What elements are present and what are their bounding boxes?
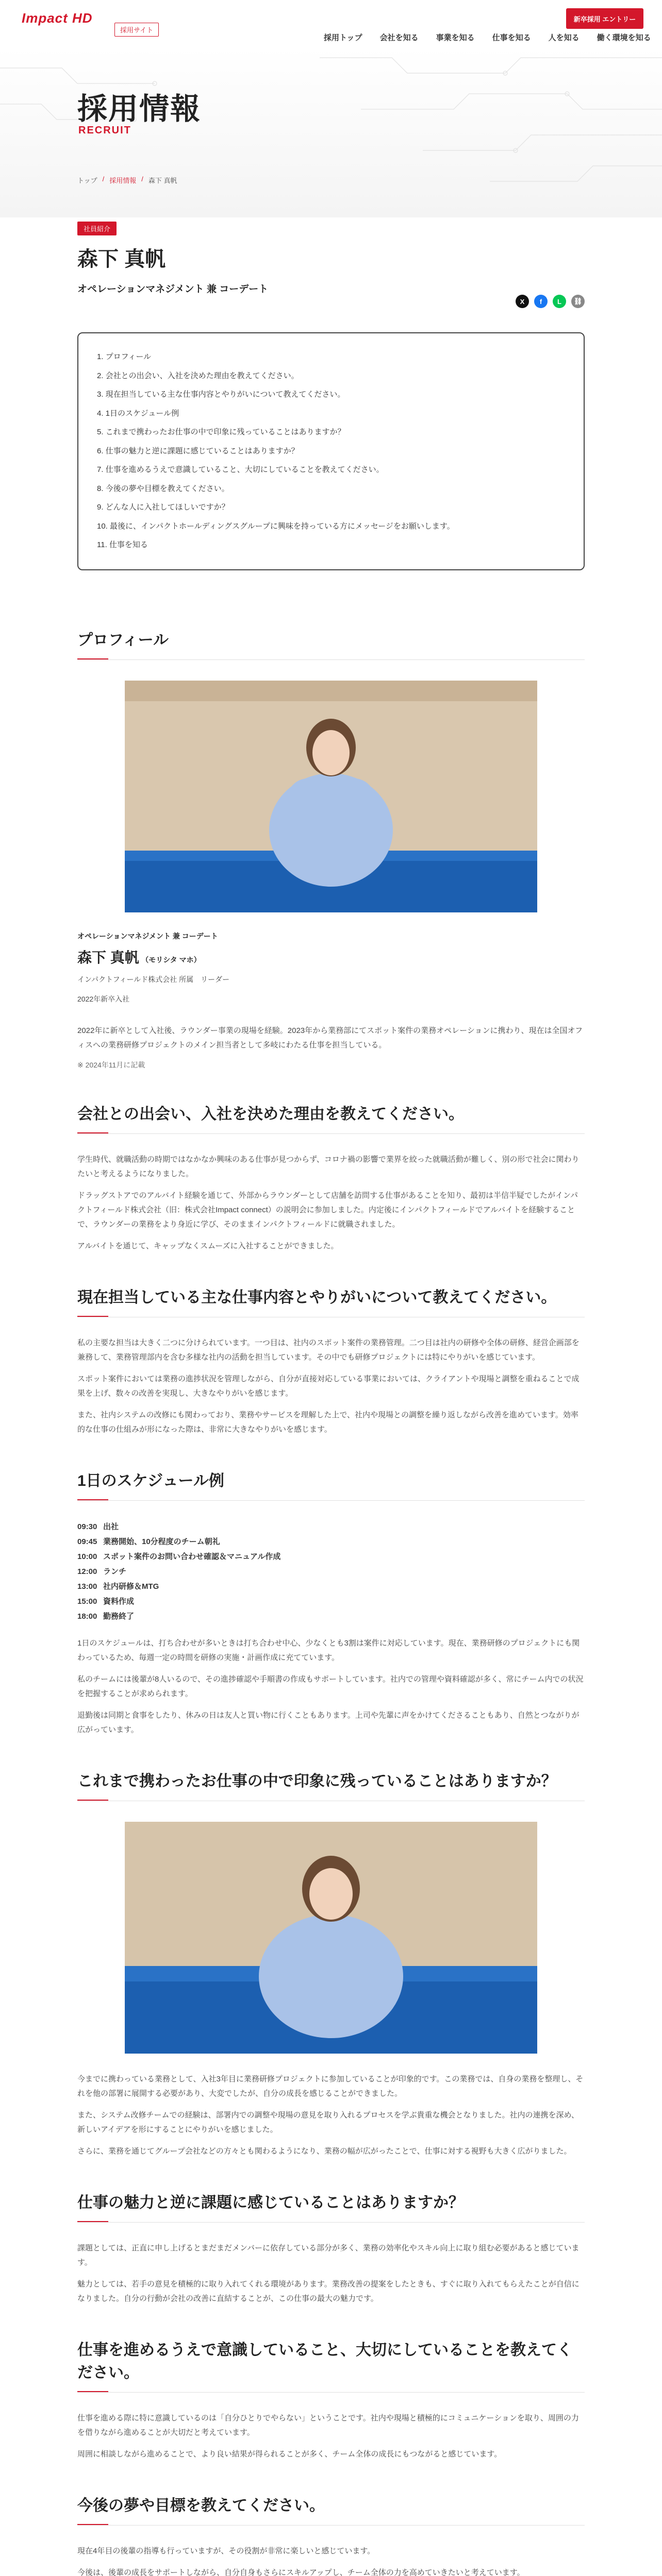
section-heading: これまで携わったお仕事の中で印象に残っていることはありますか？ [77, 1768, 585, 1801]
section-heading: 現在担当している主な仕事内容とやりがいについて教えてください。 [77, 1284, 585, 1317]
paragraph: ドラッグストアでのアルバイト経験を通じて、外部からラウンダーとして店舗を訪問する仕事があることを知り、最初は半信半疑でしたがインパクトフィールド株式会社（旧：株式会社Impact connect）の説明会に参加しました。内定後にインパクトフィールドでアルバイトを経験することで、ラウンダーの業務をより身近に学び、そのままインパクトフィールドに就職されました。 [77, 1191, 578, 1229]
section-q3 [77, 1768, 585, 2159]
schedule-item: 13:00 社内研修＆MTG [77, 1582, 159, 1591]
global-nav [324, 32, 651, 43]
divider [77, 659, 585, 660]
schedule-item: 09:45 業務開始、10分程度のチーム朝礼 [77, 1537, 220, 1546]
paragraph: 今までに携わっている業務として、入社3年目に業務研修プロジェクトに参加していることが印象的です。この業務では、自身の業務を整理し、それを他の部署に展開する必要があり、大変でしたが、自分の成長を感じることができました。 [77, 2074, 584, 2098]
main-content [77, 222, 585, 2576]
divider [77, 2525, 585, 2526]
company-logo[interactable]: Impact HD [22, 10, 93, 26]
schedule-item: 12:00 ランチ [77, 1567, 127, 1576]
paragraph: 現在4年目の後輩の指導も行っていますが、その役割が非常に楽しいと感じています。 [77, 2546, 375, 2555]
schedule-item: 09:30 出社 [77, 1522, 119, 1531]
page-hero [0, 47, 662, 217]
paragraph: また、社内システムの改修にも関わっており、業務やサービスを理解した上で、社内や現場との調整を繰り返しながら改善を進めています。効率的な仕事の仕組みが形になった際は、非常に大きなやりがいを感じます。 [77, 1410, 578, 1434]
schedule-list [77, 1519, 585, 1624]
breadcrumb-home[interactable]: トップ [77, 177, 97, 184]
divider [77, 1133, 585, 1134]
paragraph: スポット案件においては業務の進捗状況を管理しながら、自分が直接対応している事業においては、クライアントや現場と調整を重ねることで成果を上げ、数々の改善を実現し、大きなやりがいを感じます。 [77, 1374, 580, 1398]
profile-name-kana: （モリシタ マホ） [141, 955, 201, 964]
nav-item-business[interactable]: 事業を知る [436, 33, 475, 42]
section-heading: 1日のスケジュール例 [77, 1468, 585, 1501]
profile-header [77, 222, 585, 306]
toc-item[interactable]: 9. どんな人に入社してほしいですか？ [97, 503, 229, 512]
profile-photo [125, 681, 537, 912]
section-heading: 仕事の魅力と逆に課題に感じていることはありますか？ [77, 2190, 585, 2223]
profile-role: オペレーションマネジメント 兼 コーデート [77, 931, 218, 940]
site-header [0, 0, 662, 47]
category-tag: 社員紹介 [77, 222, 117, 235]
toc-item[interactable]: 8. 今後の夢や目標を教えてください。 [97, 484, 229, 493]
person-photo-illustration [125, 681, 537, 912]
nav-item-environment[interactable]: 働く環境を知る [597, 33, 651, 42]
paragraph: 1日のスケジュールは、打ち合わせが多いときは打ち合わせ中心、少なくとも3割は案件に対応しています。現在、業務研修のプロジェクトにも関わっているため、毎週一定の時間を研修の実施・計画作成に充てています。 [77, 1638, 580, 1662]
profile-note: ※ 2024年11月に記載 [77, 1060, 145, 1069]
facebook-icon[interactable]: f [534, 295, 548, 308]
paragraph: 学生時代、就職活動の時期ではなかなか興味のある仕事が見つからず、コロナ禍の影響で業界を絞った就職活動が難しく、別の形で社会に関わりたいと考えるようになりました。 [77, 1155, 580, 1178]
table-of-contents [77, 332, 585, 570]
toc-item[interactable]: 4. 1日のスケジュール例 [97, 409, 179, 418]
person-photo-illustration [125, 1822, 537, 2054]
toc-item[interactable]: 11. 仕事を知る [97, 540, 148, 549]
section-schedule [77, 1468, 585, 1737]
paragraph: 私の主要な担当は大きく二つに分けられています。一つ目は、社内のスポット案件の業務管理。二つ目は社内の研修や全体の研修、経営企画部を兼務して、業務管理部内を含む多様な社内の活動を担当しています。その中でも研修プロジェクトには特にやりがいを感じています。 [77, 1338, 580, 1362]
profile-name-row [77, 946, 585, 967]
toc-item[interactable]: 1. プロフィール [97, 352, 152, 361]
link-icon[interactable]: ⛓ [571, 295, 585, 308]
section-heading: プロフィール [77, 627, 585, 660]
section-q4 [77, 2190, 585, 2306]
section-profile [77, 627, 585, 1070]
toc-item[interactable]: 7. 仕事を進めるうえで意識していること、大切にしていることを教えてください。 [97, 465, 384, 474]
breadcrumb-separator: / [102, 175, 105, 183]
paragraph: 魅力としては、若手の意見を積極的に取り入れてくれる環境があります。業務改善の提案をしたときも、すぐに取り入れてもらえたことが自信になりました。自分の行動が会社の改善に直結することが、この仕事の最大の魅力です。 [77, 2279, 580, 2303]
breadcrumb-separator: / [141, 175, 143, 183]
divider [77, 2222, 585, 2223]
paragraph: 退勤後は同期と食事をしたり、休みの日は友人と買い物に行くこともあります。上司や先輩に声をかけてくださることもあり、自然とつながりが広がっています。 [77, 1710, 580, 1734]
profile-bio: 2022年に新卒として入社後、ラウンダー事業の現場を経験。2023年から業務部にてスポット案件の業務オペレーションに携わり、現在は全国オフィスへの業務研修プロジェクトのメイン担当者として多岐にわたる仕事を担当している。 [77, 1026, 583, 1049]
page-subtitle: RECRUIT [78, 125, 131, 136]
person-name: 森下 真帆 [77, 248, 166, 270]
divider [77, 2392, 585, 2393]
section-heading: 仕事を進めるうえで意識していること、大切にしていることを教えてください。 [77, 2337, 585, 2393]
paragraph: 今後は、後輩の成長をサポートしながら、自分自身もさらにスキルアップし、チーム全体の力を高めていきたいと考えています。 [77, 2568, 525, 2576]
schedule-item: 15:00 資料作成 [77, 1597, 135, 1606]
toc-item[interactable]: 2. 会社との出会い、入社を決めた理由を教えてください。 [97, 371, 299, 380]
section-q2 [77, 1284, 585, 1437]
breadcrumb [77, 175, 177, 185]
paragraph: 課題としては、正直に申し上げるとまだまだメンバーに依存している部分が多く、業務の効率化やスキル向上に取り組む必要があると感じています。 [77, 2243, 580, 2267]
section-q6 [77, 2493, 585, 2576]
interview-photo [125, 1822, 537, 2054]
nav-item-work[interactable]: 仕事を知る [492, 33, 531, 42]
profile-joined: 2022年新卒入社 [77, 994, 130, 1003]
schedule-item: 10:00 スポット案件のお問い合わせ確認＆マニュアル作成 [77, 1552, 281, 1561]
schedule-item: 18:00 勤務終了 [77, 1612, 135, 1621]
paragraph: また、システム改修チームでの経験は、部署内での調整や現場の意見を取り入れるプロセスを学ぶ貴重な機会となりました。社内の連携を深め、新しいアイデアを形にすることにやりがいを感じました。 [77, 2110, 579, 2134]
entry-button[interactable]: 新卒採用 エントリー [566, 8, 643, 29]
breadcrumb-recruit[interactable]: 採用情報 [109, 177, 137, 184]
nav-item-people[interactable]: 人を知る [548, 33, 580, 42]
toc-item[interactable]: 10. 最後に、インパクトホールディングスグループに興味を持っている方にメッセージをお願いします。 [97, 521, 455, 531]
toc-item[interactable]: 3. 現在担当している主な仕事内容とやりがいについて教えてください。 [97, 390, 345, 399]
profile-dept: インパクトフィールド株式会社 所属 リーダー [77, 975, 230, 984]
nav-item-recruit-top[interactable]: 採用トップ [324, 33, 362, 42]
site-badge: 採用サイト [114, 23, 159, 37]
toc-item[interactable]: 5. これまで携わったお仕事の中で印象に残っていることはありますか？ [97, 428, 345, 436]
divider [77, 1500, 585, 1501]
breadcrumb-current: 森下 真帆 [148, 177, 177, 184]
section-heading: 今後の夢や目標を教えてください。 [77, 2493, 585, 2526]
paragraph: 私のチームには後輩が8人いるので、その進捗確認や手順書の作成もサポートしています。社内での管理や資料確認が多く、常にチーム内での状況を把握することが求められます。 [77, 1674, 584, 1698]
share-buttons [516, 295, 585, 308]
section-heading: 会社との出会い、入社を決めた理由を教えてください。 [77, 1101, 585, 1134]
line-icon[interactable]: L [553, 295, 566, 308]
x-icon[interactable]: X [516, 295, 529, 308]
paragraph: 仕事を進める際に特に意識しているのは「自分ひとりでやらない」ということです。社内や現場と積極的にコミュニケーションを取り、周囲の力を借りながら進めることが大切だと考えています。 [77, 2413, 579, 2437]
section-q5 [77, 2337, 585, 2462]
person-role: オペレーションマネジメント 兼 コーデート [77, 284, 269, 295]
profile-name: 森下 真帆 [77, 949, 139, 965]
paragraph: さらに、業務を通じてグループ会社などの方々とも関わるようになり、業務の幅が広がったことで、仕事に対する視野も大きく広がりました。 [77, 2146, 572, 2156]
page-title: 採用情報 [77, 92, 202, 126]
paragraph: 周囲に相談しながら進めることで、より良い結果が得られることが多く、チーム全体の成長にもつながると感じています。 [77, 2449, 502, 2459]
section-q1 [77, 1101, 585, 1253]
paragraph: アルバイトを通じて、キャップなくスムーズに入社することができました。 [77, 1241, 339, 1250]
toc-item[interactable]: 6. 仕事の魅力と逆に課題に感じていることはありますか？ [97, 446, 299, 455]
nav-item-company[interactable]: 会社を知る [379, 33, 419, 42]
